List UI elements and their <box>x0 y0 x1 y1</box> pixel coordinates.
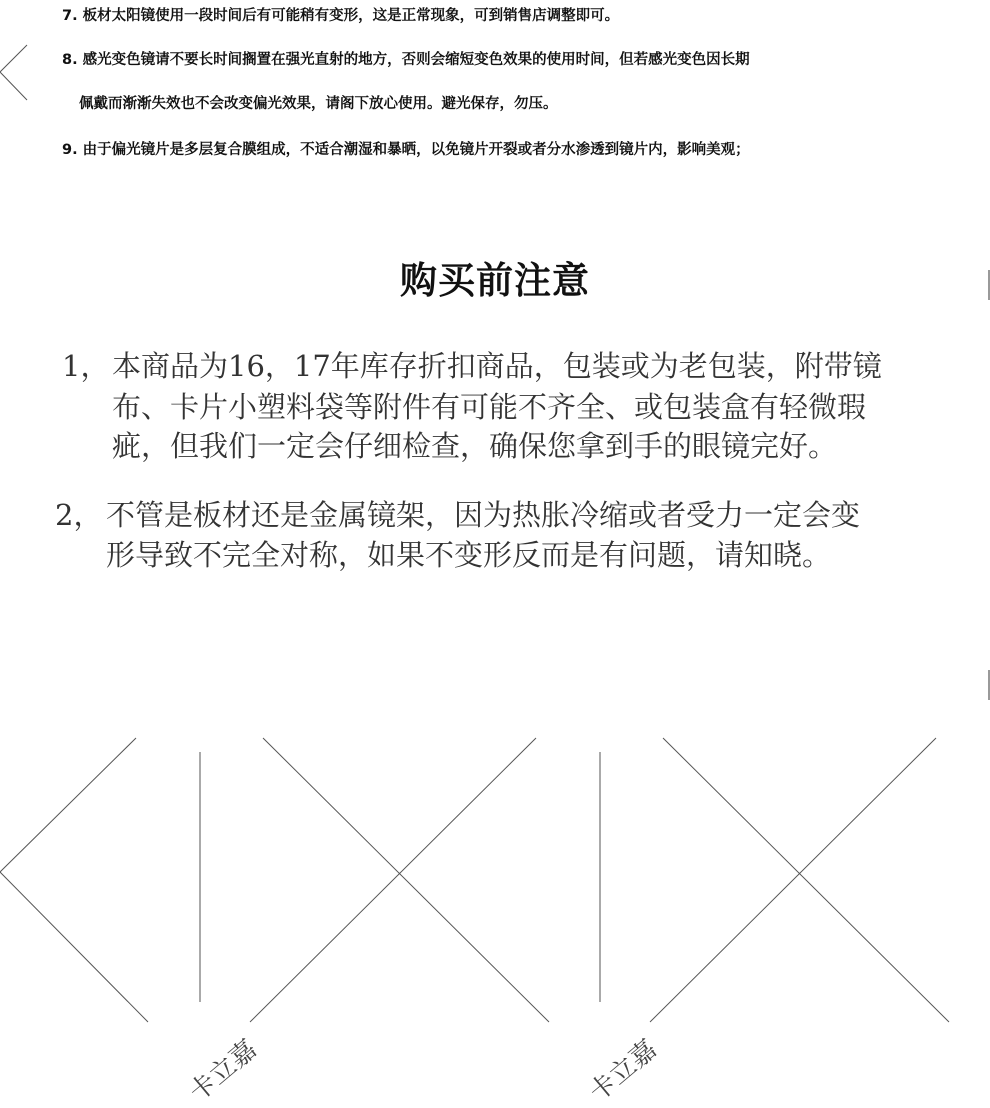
item-number: 2， <box>55 498 103 532</box>
deco-line <box>250 738 536 1022</box>
note-item-9: 9. 由于偏光镜片是多层复合膜组成，不适合潮湿和暴晒，以免镜片开裂或者分水渗透到镜片内，影响美观； <box>62 142 750 158</box>
purchase-notice-item-1 <box>62 348 962 468</box>
note-item-8: 8. 感光变色镜请不要长时间搁置在强光直射的地方，否则会缩短变色效果的使用时间，但若感光变色因长期 <box>62 52 750 68</box>
item-text-line: 不管是板材还是金属镜架，因为热胀冷缩或者受力一定会变 <box>106 498 861 532</box>
item-text-line: 疵，但我们一定会仔细检查，确保您拿到手的眼镜完好。 <box>112 429 838 463</box>
deco-line <box>650 738 936 1022</box>
deco-line <box>0 872 148 1022</box>
item-number: 1， <box>62 349 110 383</box>
purchase-notice-item-2 <box>55 497 965 577</box>
deco-line <box>0 738 136 872</box>
purchase-notice-title: 购买前注意 <box>400 258 590 302</box>
deco-line <box>663 738 949 1022</box>
brand-watermark: 卡立嘉 <box>183 1034 263 1108</box>
deco-line <box>263 738 549 1022</box>
care-notes <box>0 0 990 180</box>
brand-watermark: 卡立嘉 <box>583 1034 663 1108</box>
note-item-7: 7. 板材太阳镜使用一段时间后有可能稍有变形，这是正常现象，可到销售店调整即可。 <box>62 8 620 24</box>
item-text-line: 形导致不完全对称，如果不变形反而是有问题，请知晓。 <box>106 538 832 572</box>
item-text-line: 本商品为16，17年库存折扣商品，包装或为老包装，附带镜 <box>112 349 882 383</box>
item-text-line: 布、卡片小塑料袋等附件有可能不齐全、或包装盒有轻微瑕 <box>112 390 867 424</box>
note-item-8-continued: 佩戴而渐渐失效也不会改变偏光效果，请阁下放心使用。避光保存，勿压。 <box>79 96 558 112</box>
